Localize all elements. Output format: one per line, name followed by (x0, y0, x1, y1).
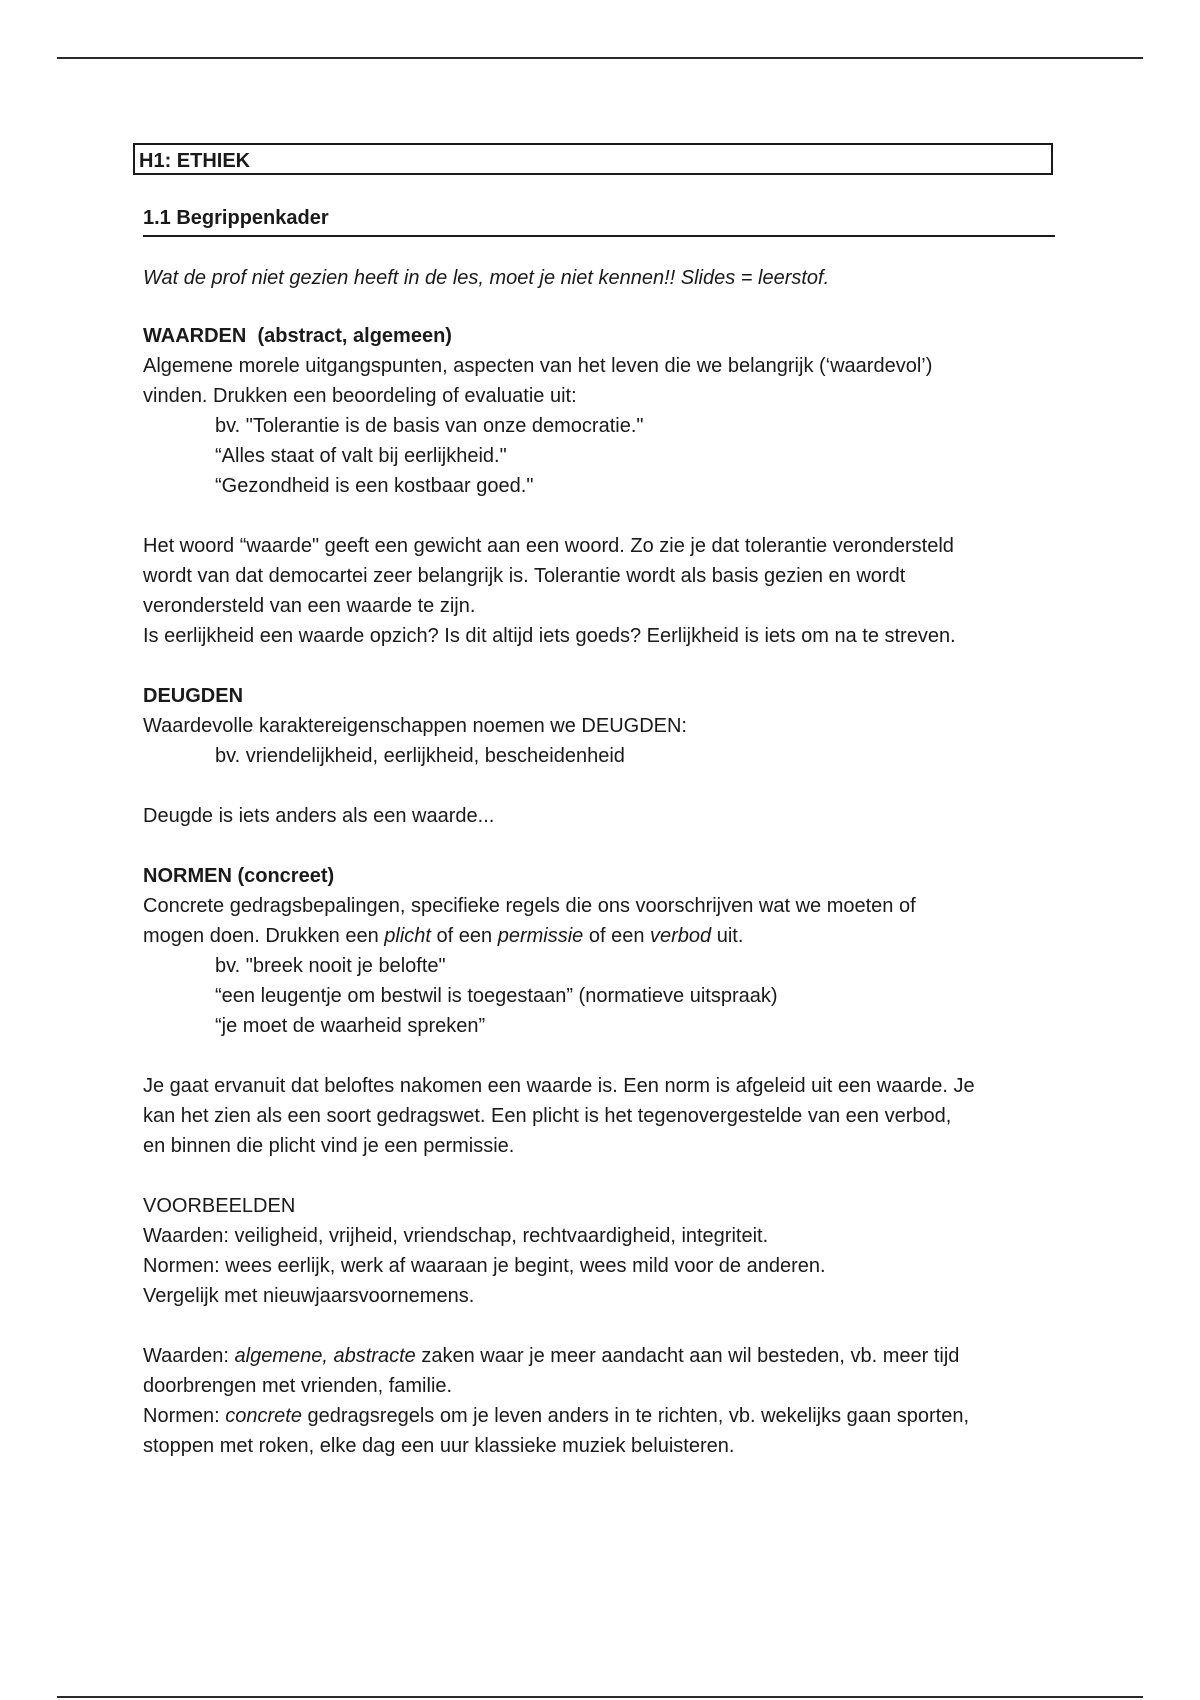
voorbeelden-line: Normen: wees eerlijk, werk af waaraan je begint, wees mild voor de anderen. (143, 1255, 826, 1277)
document-body (139, 143, 1063, 1461)
voorbeelden-line: Vergelijk met nieuwjaarsvoornemens. (143, 1285, 475, 1307)
page-bottom-rule (57, 1696, 1143, 1698)
text-run: zaken waar je meer aandacht aan wil besteden, vb. meer tijd (415, 1345, 960, 1367)
deugden-example: bv. vriendelijkheid, eerlijkheid, bescheidenheid (215, 745, 625, 767)
voorbeelden-heading: VOORBEELDEN (143, 1195, 296, 1217)
explanation-line: Het woord “waarde" geeft een gewicht aan een woord. Zo zie je dat tolerantie verondersteld (143, 535, 954, 557)
term-verbod: verbod (650, 925, 712, 947)
normen-example: “een leugentje om bestwil is toegestaan” (normatieve uitspraak) (215, 985, 778, 1007)
summary-section (143, 1341, 1063, 1461)
voorbeelden-line: Waarden: veiligheid, vrijheid, vriendschap, rechtvaardigheid, integriteit. (143, 1225, 769, 1247)
explanation-line: kan het zien als een soort gedragswet. Een plicht is het tegenovergestelde van een verbod, (143, 1105, 952, 1127)
explanation-line: en binnen die plicht vind je een permissie. (143, 1135, 515, 1157)
explanation-line: Je gaat ervanuit dat beloftes nakomen een waarde is. Een norm is afgeleid uit een waarde. Je (143, 1075, 975, 1097)
waarden-definition-line: vinden. Drukken een beoordeling of evaluatie uit: (143, 385, 577, 407)
text-run: of een (583, 925, 650, 947)
normen-heading: NORMEN (concreet) (143, 865, 335, 887)
normen-definition-line: Concrete gedragsbepalingen, specifieke regels die ons voorschrijven wat we moeten of (143, 895, 916, 917)
text-run: of een (430, 925, 498, 947)
course-note: Wat de prof niet gezien heeft in de les, moet je niet kennen!! Slides = leerstof. (143, 267, 830, 289)
text-run: mogen doen. Drukken een (143, 925, 385, 947)
normen-section (143, 861, 1063, 1041)
normen-example: “je moet de waarheid spreken” (215, 1015, 486, 1037)
normen-definition-line (143, 921, 1063, 951)
chapter-title: H1: ETHIEK (133, 143, 1053, 175)
explanation-line: Is eerlijkheid een waarde opzich? Is dit altijd iets goeds? Eerlijkheid is iets om na te streven. (143, 625, 956, 647)
waarden-example: “Gezondheid is een kostbaar goed." (215, 475, 534, 497)
explanation-line: wordt van dat democartei zeer belangrijk is. Tolerantie wordt als basis gezien en wordt (143, 565, 906, 587)
text-run: uit. (711, 925, 744, 947)
waarden-definition-line: Algemene morele uitgangspunten, aspecten van het leven die we belangrijk (‘waardevol’) (143, 355, 933, 377)
waarden-example: “Alles staat of valt bij eerlijkheid." (215, 445, 507, 467)
term-permissie: permissie (497, 925, 584, 947)
summary-normen-line: stoppen met roken, elke dag een uur klassieke muziek beluisteren. (143, 1435, 735, 1457)
summary-normen-line (143, 1401, 1063, 1431)
voorbeelden-section (143, 1191, 1063, 1311)
emphasis: concrete (225, 1405, 302, 1427)
waarden-explanation (143, 531, 1063, 651)
summary-waarden-line (143, 1341, 1063, 1371)
text-run: Normen: (143, 1405, 226, 1427)
term-plicht: plicht (384, 925, 431, 947)
waarden-section (143, 321, 1063, 501)
summary-waarden-line: doorbrengen met vrienden, familie. (143, 1375, 453, 1397)
deugden-remark: Deugde is iets anders als een waarde... (143, 805, 495, 827)
waarden-heading: WAARDEN (abstract, algemeen) (143, 325, 452, 347)
deugden-definition: Waardevolle karaktereigenschappen noemen we DEUGDEN: (143, 715, 687, 737)
deugden-heading: DEUGDEN (143, 685, 244, 707)
waarden-example: bv. "Tolerantie is de basis van onze democratie." (215, 415, 644, 437)
normen-example: bv. "breek nooit je belofte" (215, 955, 446, 977)
text-run: Waarden: (143, 1345, 235, 1367)
page-top-rule (57, 57, 1143, 59)
emphasis: algemene, abstracte (234, 1345, 416, 1367)
section-heading: 1.1 Begrippenkader (143, 203, 1055, 237)
text-run: gedragsregels om je leven anders in te richten, vb. wekelijks gaan sporten, (301, 1405, 969, 1427)
normen-explanation (143, 1071, 1063, 1161)
deugden-remark-block (143, 801, 1063, 831)
explanation-line: verondersteld van een waarde te zijn. (143, 595, 476, 617)
deugden-section (143, 681, 1063, 771)
